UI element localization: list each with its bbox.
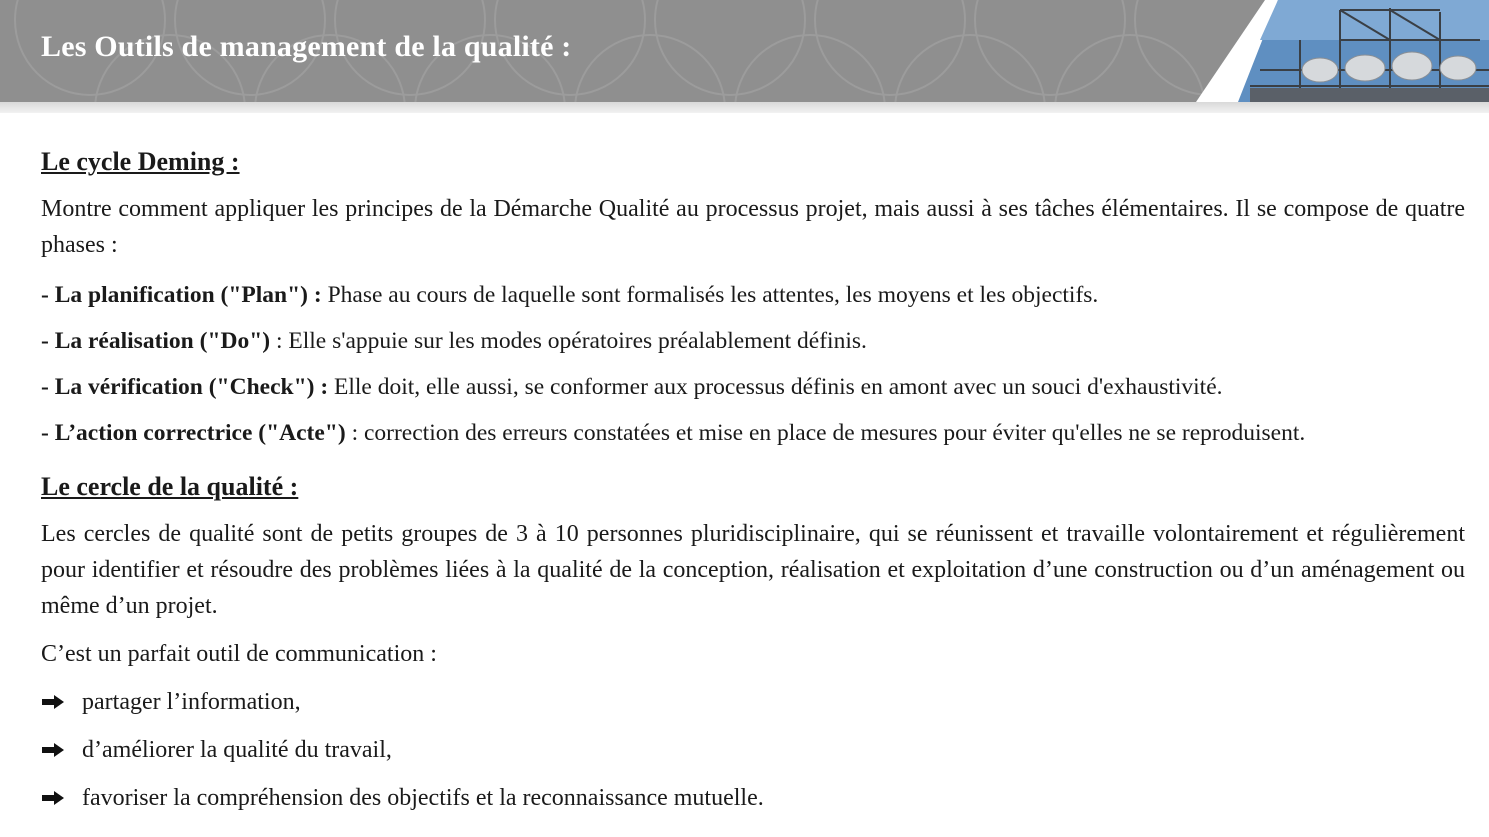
banner-divider bbox=[0, 102, 1489, 113]
section-heading-quality-circle: Le cercle de la qualité : bbox=[41, 472, 299, 501]
phase-label: - La réalisation ("Do") bbox=[41, 328, 271, 354]
deming-intro: Montre comment appliquer les principes de la Démarche Qualité au processus projet, mais aussi à ses tâches élémentaires. Il se compose de quatre phases : bbox=[41, 196, 1465, 258]
phase-text: : Elle s'appuie sur les modes opératoires préalablement définis. bbox=[270, 328, 867, 354]
benefits-list bbox=[41, 684, 1465, 816]
right-arrow-icon bbox=[42, 791, 64, 805]
quality-circle-paragraph: Les cercles de qualité sont de petits groupes de 3 à 10 personnes pluridisciplinaire, qui se réunissent et travaille volontairement et régulièrement pour identifier et résoudre des problèmes liées à la qualité de la conception, réalisation et exploitation d’une construction ou d’un aménagement ou même d’un projet. bbox=[41, 521, 1465, 619]
industrial-plant-image bbox=[1190, 0, 1489, 102]
phase-text: : correction des erreurs constatées et mise en place de mesures pour éviter qu'elles ne se reproduisent. bbox=[345, 420, 1306, 446]
phase-do bbox=[41, 327, 1465, 355]
phase-plan bbox=[41, 281, 1465, 309]
right-arrow-icon bbox=[42, 743, 64, 757]
list-item-text: d’améliorer la qualité du travail, bbox=[82, 737, 392, 763]
phase-check bbox=[41, 373, 1465, 401]
header-banner bbox=[0, 0, 1489, 102]
list-item-text: partager l’information, bbox=[82, 689, 301, 715]
section-heading-deming: Le cycle Deming : bbox=[41, 147, 240, 176]
phase-text: Elle doit, elle aussi, se conformer aux processus définis en amont avec un souci d'exhaustivité. bbox=[328, 374, 1223, 400]
slide-content bbox=[41, 143, 1465, 816]
list-item bbox=[41, 780, 1465, 816]
quality-circle-lead: C’est un parfait outil de communication : bbox=[41, 641, 437, 667]
page-title: Les Outils de management de la qualité : bbox=[41, 30, 572, 63]
list-item-text: favoriser la compréhension des objectifs et la reconnaissance mutuelle. bbox=[82, 785, 764, 811]
phase-label: - L’action correctrice ("Acte") bbox=[41, 420, 346, 446]
list-item bbox=[41, 732, 1465, 768]
phase-text: Phase au cours de laquelle sont formalisés les attentes, les moyens et les objectifs. bbox=[321, 282, 1099, 308]
phase-act bbox=[41, 419, 1465, 447]
phase-label: - La planification ("Plan") : bbox=[41, 282, 322, 308]
list-item bbox=[41, 684, 1465, 720]
phase-label: - La vérification ("Check") : bbox=[41, 374, 329, 400]
right-arrow-icon bbox=[42, 695, 64, 709]
